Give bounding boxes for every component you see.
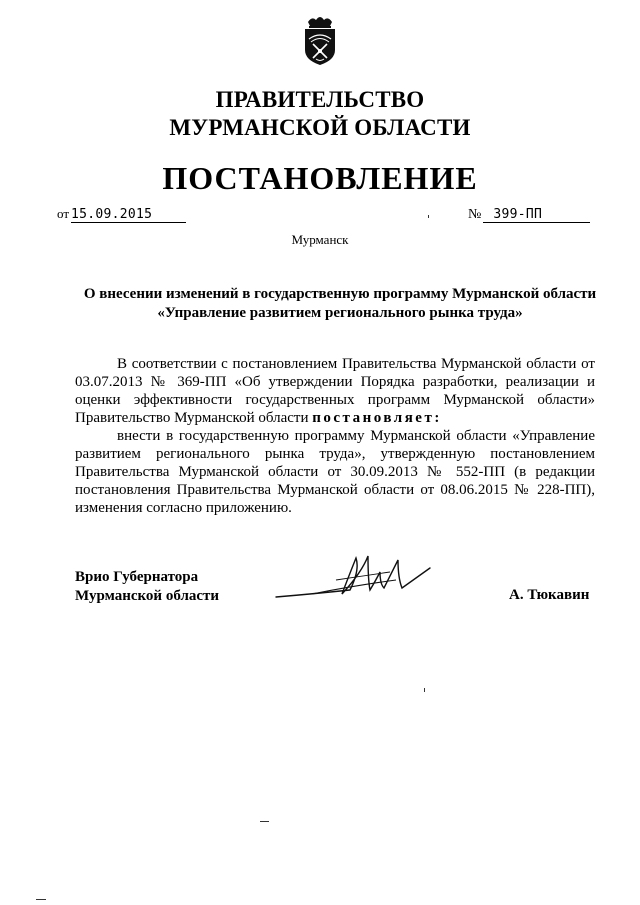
document-number: 399-ПП — [493, 207, 543, 222]
document-type: ПОСТАНОВЛЕНИЕ — [162, 160, 478, 196]
city: Мурманск — [291, 232, 349, 247]
paragraph-1 — [75, 355, 595, 427]
scan-mark — [424, 688, 425, 692]
document-subject: О внесении изменений в государственную программу Мурманской области «Управление развитием регионального рынка труда» — [83, 286, 597, 321]
handwritten-signature-icon — [272, 550, 442, 610]
number-prefix: № — [468, 207, 482, 222]
decree-word: постановляет: — [312, 410, 442, 426]
government-title-line2: МУРМАНСКОЙ ОБЛАСТИ — [169, 115, 471, 140]
date-prefix: от — [57, 206, 70, 221]
scan-mark — [260, 821, 269, 822]
scan-mark — [428, 215, 429, 218]
government-title-line1: ПРАВИТЕЛЬСТВО — [215, 87, 425, 112]
position-line1: Врио Губернатора — [75, 569, 199, 585]
paragraph-2: внести в государственную программу Мурманской области «Управление развитием регионального рынка труда», утвержденную постановлением Правительства Мурманской области от 30.09.2013 № 552-ПП (в редакции постановления Правительства Мурманской области от 08.06.2015 № 228-ПП), изменения согласно приложению. — [75, 428, 595, 516]
paragraph-1-text: В соответствии с постановлением Правительства Мурманской области от 03.07.2013 № 369-ПП «Об утверждении Порядка разработки, реализации и оценки эффективности государственных программ Мурманской области» Правительство Мурманской области — [75, 356, 595, 426]
document-date: 15.09.2015 — [71, 207, 153, 222]
date-field — [57, 206, 186, 223]
scan-mark — [36, 899, 46, 900]
signatory-position — [75, 568, 219, 606]
coat-of-arms-icon — [299, 14, 341, 66]
signatory-name: А. Тюкавин — [509, 587, 590, 603]
number-field — [468, 206, 590, 223]
position-line2: Мурманской области — [75, 588, 220, 604]
